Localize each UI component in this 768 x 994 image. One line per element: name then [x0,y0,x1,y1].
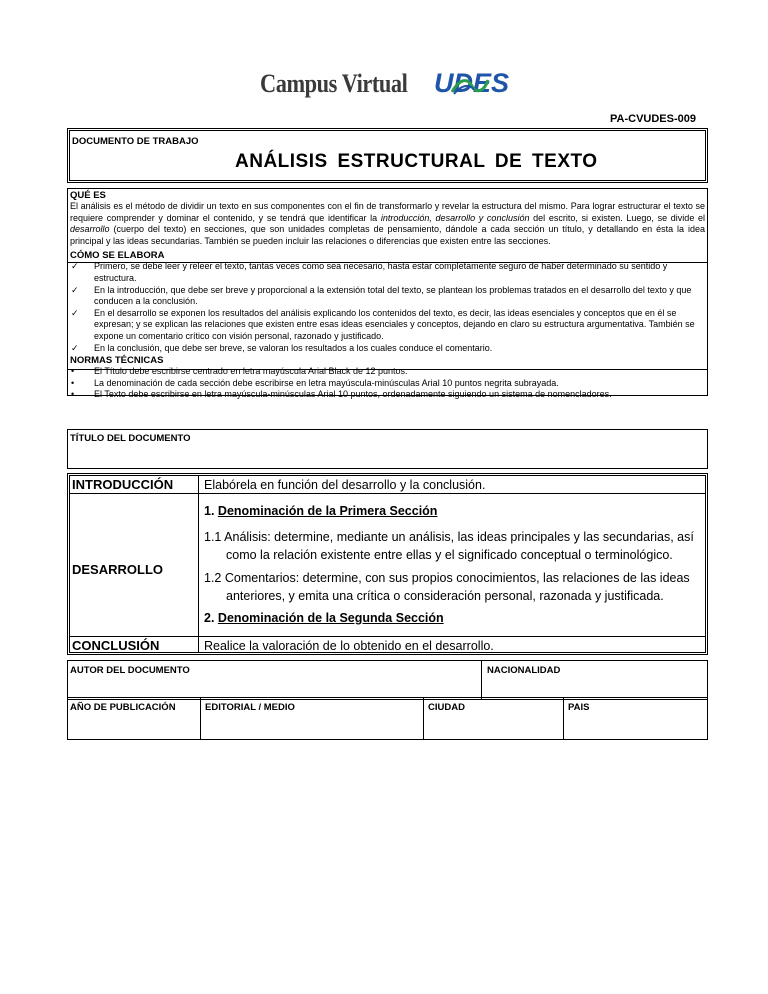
column-divider [200,698,201,739]
que-es-italic-2: desarrollo [70,224,110,235]
section-2-number: 2. [204,611,215,625]
list-item-text: El Título debe escribirse centrado en letra mayúscula Arial Black de 12 puntos. [94,366,408,377]
structure-table [67,473,708,655]
document-title-label: TÍTULO DEL DOCUMENTO [70,433,191,444]
list-item-text: En la conclusión, que debe ser breve, se valoran los resultados a los cuales conduce el comentario. [94,342,493,353]
intro-label: INTRODUCCIÓN [72,477,174,492]
que-es-text-2: del escrito, si existen. Luego, se divide el [529,212,706,223]
que-es-paragraph [70,201,705,247]
row-divider [70,636,705,637]
list-item [70,285,705,308]
header-label: DOCUMENTO DE TRABAJO [72,136,199,147]
row-divider [70,493,705,494]
como-title: CÓMO SE ELABORA [70,250,165,262]
year-label: AÑO DE PUBLICACIÓN [70,702,176,713]
que-es-text-3: (cuerpo del texto) en secciones, que son unidades completas de pensamiento, dándole a cada sección un título, y detallando en ésta la idea principal y las ideas secundarias. También se pueden incluir las relaciones o diferencias que existen entre las secciones. [70,224,705,246]
conclusion-text: Realice la valoración de lo obtenido en el desarrollo. [204,639,494,653]
list-item-text: En la introducción, que debe ser breve y proporcional a la extensión total del texto, se plantean los problemas tratados en el desarrollo del texto y que conducen a la conclusión. [94,284,692,307]
document-code: PA-CVUDES-009 [610,113,696,125]
section-1-title: Denominación de la Primera Sección [217,504,438,518]
logo-swoosh-icon [450,74,490,98]
list-item [70,378,705,390]
editorial-label: EDITORIAL / MEDIO [205,702,295,713]
section-1-number: 1. [204,504,215,518]
author-label: AUTOR DEL DOCUMENTO [70,665,190,676]
section-1-heading [204,502,704,520]
logo-campus-text: Campus Virtual [260,69,408,98]
section-1-1-line-2: como la relación existente entre ellas y el significado conceptual o terminológico. [226,548,673,562]
list-item [70,343,705,355]
check-icon: ✓ [71,284,79,295]
check-icon: ✓ [71,342,79,353]
city-label: CIUDAD [428,702,465,713]
desarrollo-label: DESARROLLO [72,562,163,577]
conclusion-label: CONCLUSIÓN [72,638,160,653]
column-divider [198,476,199,652]
column-divider [563,698,564,739]
nationality-label: NACIONALIDAD [487,665,561,676]
list-item-text: El Texto debe escribirse en letra mayúscula-minúsculas Arial 10 puntos, ordenadamente siguiendo un sistema de nomencladores. [94,389,612,400]
document-title-field[interactable] [67,429,708,469]
bullet-icon: • [71,377,75,388]
header-box [67,128,708,183]
list-item-text: La denominación de cada sección debe escribirse en letra mayúscula-minúsculas Arial 10 puntos negrita subrayada. [94,377,559,388]
bullet-icon: • [71,389,75,400]
que-es-title: QUÉ ES [70,190,106,201]
section-1-1 [204,528,704,564]
author-row [67,660,708,700]
instructions-box [67,188,708,400]
normas-title: NORMAS TÉCNICAS [70,355,164,367]
section-2-heading [204,609,704,627]
check-icon: ✓ [71,307,79,318]
que-es-text-1: El análisis es el método de dividir un texto en sus componentes con el fin de transformarlo y revelar la estructura del mismo. Para lograr estructurar el texto se requiere comprender y dominar el contenido, y se tendrá que identificar la [70,201,705,223]
section-2-title: Denominación de la Segunda Sección [217,611,444,625]
list-item [70,261,705,284]
section-1-2-line-1: 1.2 Comentarios: determine, con sus propios conocimientos, las relaciones de las ideas [204,571,690,585]
bullet-icon: • [71,366,75,377]
intro-text: Elabórela en función del desarrollo y la conclusión. [204,478,486,492]
section-1-1-line-1: 1.1 Análisis: determine, mediante un análisis, las ideas principales y las secundarias, así [204,530,694,544]
list-item [70,308,705,343]
column-divider [423,698,424,739]
list-item [70,389,705,401]
list-item [70,366,705,378]
list-item-text: Primero, se debe leer y releer el texto, tantas veces como sea necesario, hasta estar completamente seguro de haber determinado su sentido y estructura. [94,261,668,283]
page-title: ANÁLISIS ESTRUCTURAL DE TEXTO [235,151,598,172]
publication-row [67,697,708,740]
check-icon: ✓ [71,261,79,272]
logo-udes-text: UDES [434,68,510,98]
list-item-text: En el desarrollo se exponen los resultados del análisis explicando los contenidos del texto, es decir, las ideas esenciales y conceptos que en él se expresan; y se explican las relaciones que existen entre esas ideas esenciales y conceptos, dejando en claro su estructura argumentativa. También se expone un comentario crítico con visión personal, razonado y justificado. [94,307,695,341]
country-label: PAIS [568,702,590,713]
que-es-italic-1: introducción, desarrollo y conclusión [380,212,530,223]
column-divider [481,661,482,699]
section-1-2-line-2: anteriores, y emita una crítica o consideración personal, razonada y justificada. [226,589,664,603]
section-1-2 [204,569,704,605]
